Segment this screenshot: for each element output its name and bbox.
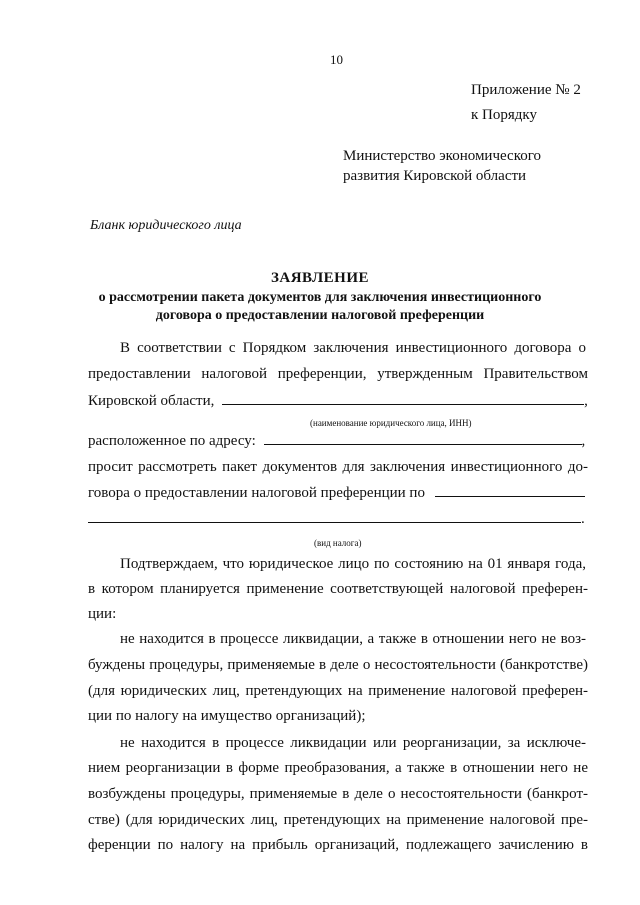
field-hint-company: (наименование юридического лица, ИНН) bbox=[310, 418, 472, 428]
company-name-field[interactable] bbox=[222, 392, 584, 405]
body-line: ции: bbox=[88, 606, 117, 622]
letterhead-note: Бланк юридического лица bbox=[90, 218, 242, 233]
tax-type-field[interactable] bbox=[435, 484, 585, 497]
body-line: возбуждены процедуры, применяемые в деле о несостоятельности (банкрот- bbox=[88, 786, 588, 802]
comma: , bbox=[584, 393, 588, 409]
body-line: В соответствии с Порядком заключения инвестиционного договора о bbox=[120, 340, 586, 356]
body-line: стве) (для юридических лиц, претендующих на применение налоговой пре- bbox=[88, 812, 588, 828]
body-line: (для юридических лиц, претендующих на применение налоговой преферен- bbox=[88, 683, 588, 699]
document-subtitle-line-2: договора о предоставлении налоговой преференции bbox=[155, 308, 485, 323]
body-line bbox=[88, 484, 585, 502]
body-line bbox=[88, 392, 588, 410]
appendix-line-2: к Порядку bbox=[471, 107, 537, 123]
body-line: не находится в процессе ликвидации или реорганизации, за исключе- bbox=[120, 735, 586, 751]
address-field[interactable] bbox=[264, 432, 582, 445]
comma: , bbox=[581, 433, 586, 449]
document-subtitle-line-1: о рассмотрении пакета документов для заключения инвестиционного bbox=[98, 290, 542, 305]
body-line: предоставлении налоговой преференции, утвержденным Правительством bbox=[88, 366, 588, 382]
body-line: в котором планируется применение соответствующей налоговой преферен- bbox=[88, 581, 588, 597]
document-title: ЗАЯВЛЕНИЕ bbox=[270, 270, 370, 286]
body-text: Кировской области, bbox=[88, 393, 215, 409]
page-number: 10 bbox=[330, 52, 343, 67]
addressee-line-1: Министерство экономического bbox=[343, 148, 541, 164]
period: . bbox=[581, 511, 585, 527]
body-text: говора о предоставлении налоговой преференции по bbox=[88, 485, 425, 501]
body-line bbox=[88, 432, 585, 450]
body-line: буждены процедуры, применяемые в деле о несостоятельности (банкротстве) bbox=[88, 657, 588, 673]
body-text: расположенное по адресу: bbox=[88, 433, 256, 449]
appendix-line-1: Приложение № 2 bbox=[471, 82, 581, 98]
body-line: нием реорганизации в форме преобразования, а также в отношении него не bbox=[88, 760, 588, 776]
field-hint-tax: (вид налога) bbox=[314, 538, 362, 548]
tax-type-field-continued[interactable] bbox=[88, 510, 581, 523]
body-line: ференции по налогу на прибыль организаций, подлежащего зачислению в bbox=[88, 837, 588, 853]
body-line: Подтверждаем, что юридическое лицо по состоянию на 01 января года, bbox=[120, 556, 586, 572]
body-line: не находится в процессе ликвидации, а также в отношении него не воз- bbox=[120, 631, 586, 647]
body-line bbox=[88, 510, 585, 528]
body-line: просит рассмотреть пакет документов для заключения инвестиционного до- bbox=[88, 459, 588, 475]
addressee-line-2: развития Кировской области bbox=[343, 168, 527, 184]
body-line: ции по налогу на имущество организаций); bbox=[88, 708, 366, 724]
